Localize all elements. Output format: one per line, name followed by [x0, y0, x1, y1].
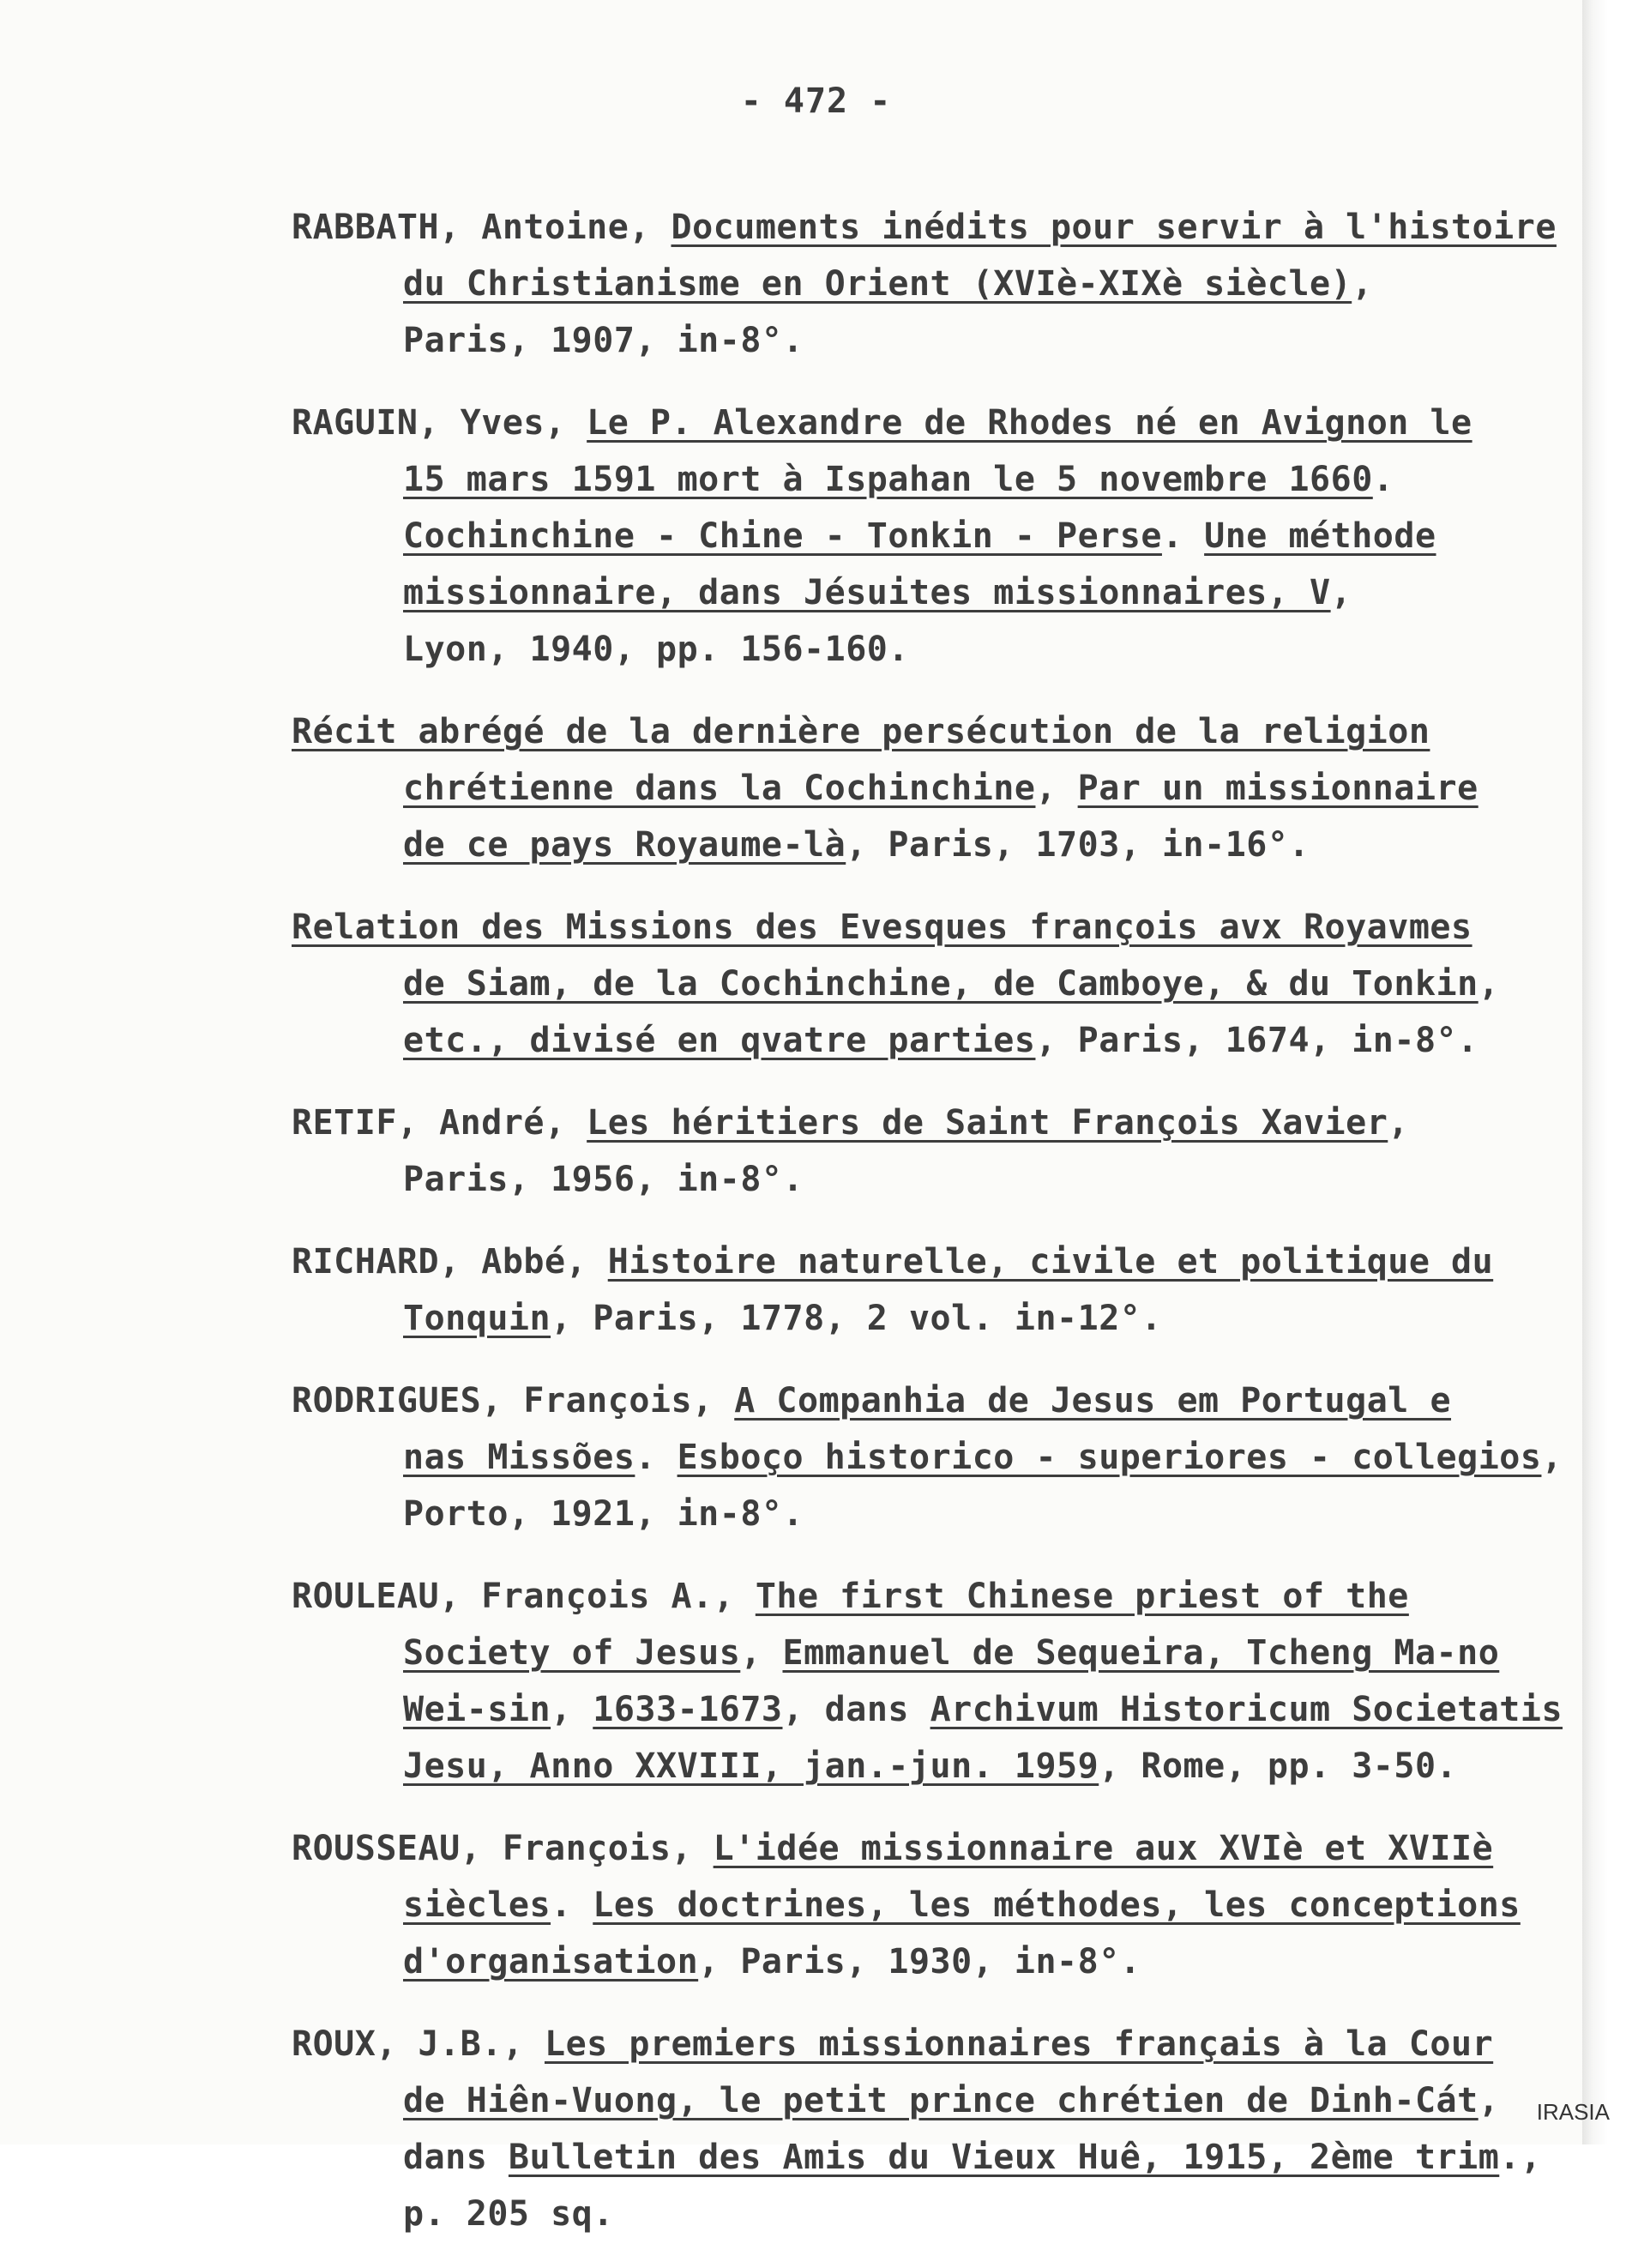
underlined-title-text: de Hiên-Vuong, le petit prince chrétien de Dinh-Cát — [403, 2081, 1478, 2120]
watermark: IRASIA — [1536, 2099, 1610, 2125]
entry-text: p. 205 sq. — [403, 2194, 614, 2234]
entry-text: RICHARD, Abbé, — [292, 1242, 608, 1282]
entry-text: Porto, 1921, in-8°. — [403, 1494, 804, 1534]
entry-line — [292, 1290, 1544, 1347]
underlined-title-text: Jesu, Anno XXVIII, jan.-jun. 1959 — [403, 1746, 1099, 1786]
underlined-title-text: 1633-1673 — [593, 1690, 783, 1729]
entry-text: . — [635, 1438, 677, 1477]
bibliography-entry — [292, 2016, 1544, 2242]
entry-text: RODRIGUES, François, — [292, 1381, 735, 1421]
entry-line — [292, 1372, 1544, 1429]
entry-line — [292, 1568, 1544, 1625]
entry-text: RABBATH, Antoine, — [292, 208, 671, 247]
entry-line — [292, 312, 1544, 369]
entry-line — [292, 451, 1544, 508]
entry-text: , Paris, 1674, in-8°. — [1035, 1021, 1478, 1060]
underlined-title-text: Les doctrines, les méthodes, les conceptions — [593, 1885, 1521, 1925]
entry-text: . — [551, 1885, 593, 1925]
underlined-title-text: The first Chinese priest of the — [755, 1577, 1409, 1616]
entry-text: , Rome, pp. 3-50. — [1099, 1746, 1458, 1786]
underlined-title-text: L'idée missionnaire aux XVIè et XVIIè — [713, 1829, 1494, 1868]
entry-text: ROULEAU, François A., — [292, 1577, 756, 1616]
entry-text: ROUX, J.B., — [292, 2024, 545, 2064]
entry-text: dans — [403, 2138, 509, 2177]
entry-line — [292, 1625, 1544, 1681]
entry-line — [292, 817, 1544, 873]
entry-line — [292, 899, 1544, 956]
page-number: - 472 - — [740, 81, 892, 121]
entry-text: ., — [1499, 2138, 1542, 2177]
underlined-title-text: etc., divisé en qvatre parties — [403, 1021, 1036, 1060]
underlined-title-text: Wei-sin — [403, 1690, 551, 1729]
underlined-title-text: Histoire naturelle, civile et politique du — [607, 1242, 1494, 1282]
entry-line — [292, 1012, 1544, 1069]
entry-text: ROUSSEAU, François, — [292, 1829, 714, 1868]
underlined-title-text: Emmanuel de Sequeira, Tcheng Ma-no — [782, 1633, 1500, 1673]
bibliography-entry — [292, 199, 1557, 369]
underlined-title-text: Les premiers missionnaires français à la Cour — [544, 2024, 1494, 2064]
entry-line — [292, 1820, 1544, 1877]
entry-text: , — [1478, 2081, 1500, 2120]
underlined-title-text: Cochinchine - Chine - Tonkin - Perse — [403, 516, 1162, 556]
entry-line — [292, 395, 1544, 451]
entry-line — [292, 1151, 1544, 1208]
entry-text: , — [1541, 1438, 1563, 1477]
entry-text: RETIF, André, — [292, 1103, 587, 1143]
entry-text: , dans — [782, 1690, 930, 1729]
underlined-title-text: Archivum Historicum Societatis — [930, 1690, 1563, 1729]
underlined-title-text: Une méthode — [1204, 516, 1436, 556]
entry-text: Lyon, 1940, pp. 156-160. — [403, 630, 909, 669]
bibliography-entry — [292, 1234, 1544, 1347]
underlined-title-text: Relation des Missions des Evesques françois avx Royavmes — [292, 908, 1472, 947]
underlined-title-text: d'organisation — [403, 1942, 699, 1981]
entry-text: Paris, 1956, in-8°. — [403, 1160, 804, 1199]
entry-line — [292, 508, 1544, 564]
entry-text: , — [1330, 573, 1352, 612]
entry-line — [292, 1095, 1544, 1151]
bibliography-list — [292, 199, 1563, 2268]
bibliography-entry — [292, 899, 1544, 1069]
entry-line — [292, 256, 1544, 312]
entry-line — [292, 2072, 1544, 2129]
page-edge-shadow — [1582, 0, 1632, 2144]
underlined-title-text: Par un missionnaire — [1077, 769, 1478, 808]
entry-line — [292, 564, 1544, 621]
entry-line — [292, 1681, 1563, 1738]
entry-text: , — [551, 1690, 593, 1729]
entry-line — [292, 2016, 1544, 2072]
underlined-title-text: de ce pays Royaume-là — [403, 825, 846, 865]
entry-line — [292, 1933, 1544, 1990]
entry-text: , — [1035, 769, 1078, 808]
entry-text: , Paris, 1703, in-16°. — [846, 825, 1310, 865]
underlined-title-text: Esboço historico - superiores - collegios — [677, 1438, 1542, 1477]
underlined-title-text: A Companhia de Jesus em Portugal e — [734, 1381, 1452, 1421]
underlined-title-text: missionnaire, dans Jésuites missionnaires, V — [403, 573, 1331, 612]
entry-line — [292, 1877, 1544, 1933]
entry-line — [292, 1429, 1563, 1486]
entry-text: . — [1161, 516, 1205, 556]
entry-text: , — [1388, 1103, 1409, 1143]
entry-text: , — [740, 1633, 783, 1673]
entry-line — [292, 2129, 1544, 2186]
entry-text: , Paris, 1778, 2 vol. in-12°. — [551, 1299, 1162, 1338]
underlined-title-text: Documents inédits pour servir à l'histoire — [671, 208, 1557, 247]
underlined-title-text: Le P. Alexandre de Rhodes né en Avignon le — [587, 403, 1472, 443]
entry-line — [292, 956, 1544, 1012]
underlined-title-text: Bulletin des Amis du Vieux Huê, 1915, 2ème trim — [508, 2138, 1500, 2177]
entry-line — [292, 1738, 1544, 1794]
entry-line — [292, 2186, 1544, 2242]
underlined-title-text: de Siam, de la Cochinchine, de Camboye, & du Tonkin — [403, 964, 1478, 1004]
entry-text: , — [1352, 264, 1373, 304]
bibliography-entry — [292, 1820, 1544, 1990]
underlined-title-text: Society of Jesus — [403, 1633, 741, 1673]
entry-text: , Paris, 1930, in-8°. — [698, 1942, 1141, 1981]
entry-line — [292, 621, 1544, 678]
bibliography-entry — [292, 1372, 1563, 1542]
underlined-title-text: siècles — [403, 1885, 551, 1925]
entry-line — [292, 1234, 1544, 1290]
entry-text: RAGUIN, Yves, — [292, 403, 587, 443]
bibliography-entry — [292, 395, 1544, 678]
underlined-title-text: chrétienne dans la Cochinchine — [403, 769, 1036, 808]
entry-line — [292, 199, 1557, 256]
underlined-title-text: du Christianisme en Orient (XVIè-XIXè siècle) — [403, 264, 1352, 304]
underlined-title-text: Les héritiers de Saint François Xavier — [587, 1103, 1388, 1143]
entry-line — [292, 1486, 1544, 1542]
bibliography-entry — [292, 1095, 1544, 1208]
underlined-title-text: 15 mars 1591 mort à Ispahan le 5 novembre 1660 — [403, 460, 1373, 499]
underlined-title-text: Récit abrégé de la dernière persécution de la religion — [292, 712, 1430, 751]
entry-text: Paris, 1907, in-8°. — [403, 321, 804, 360]
entry-line — [292, 703, 1544, 760]
entry-text: , — [1478, 964, 1500, 1004]
entry-text: . — [1372, 460, 1394, 499]
underlined-title-text: Tonquin — [403, 1299, 551, 1338]
bibliography-entry — [292, 703, 1544, 873]
entry-line — [292, 760, 1544, 817]
underlined-title-text: nas Missões — [403, 1438, 635, 1477]
bibliography-entry — [292, 1568, 1563, 1794]
